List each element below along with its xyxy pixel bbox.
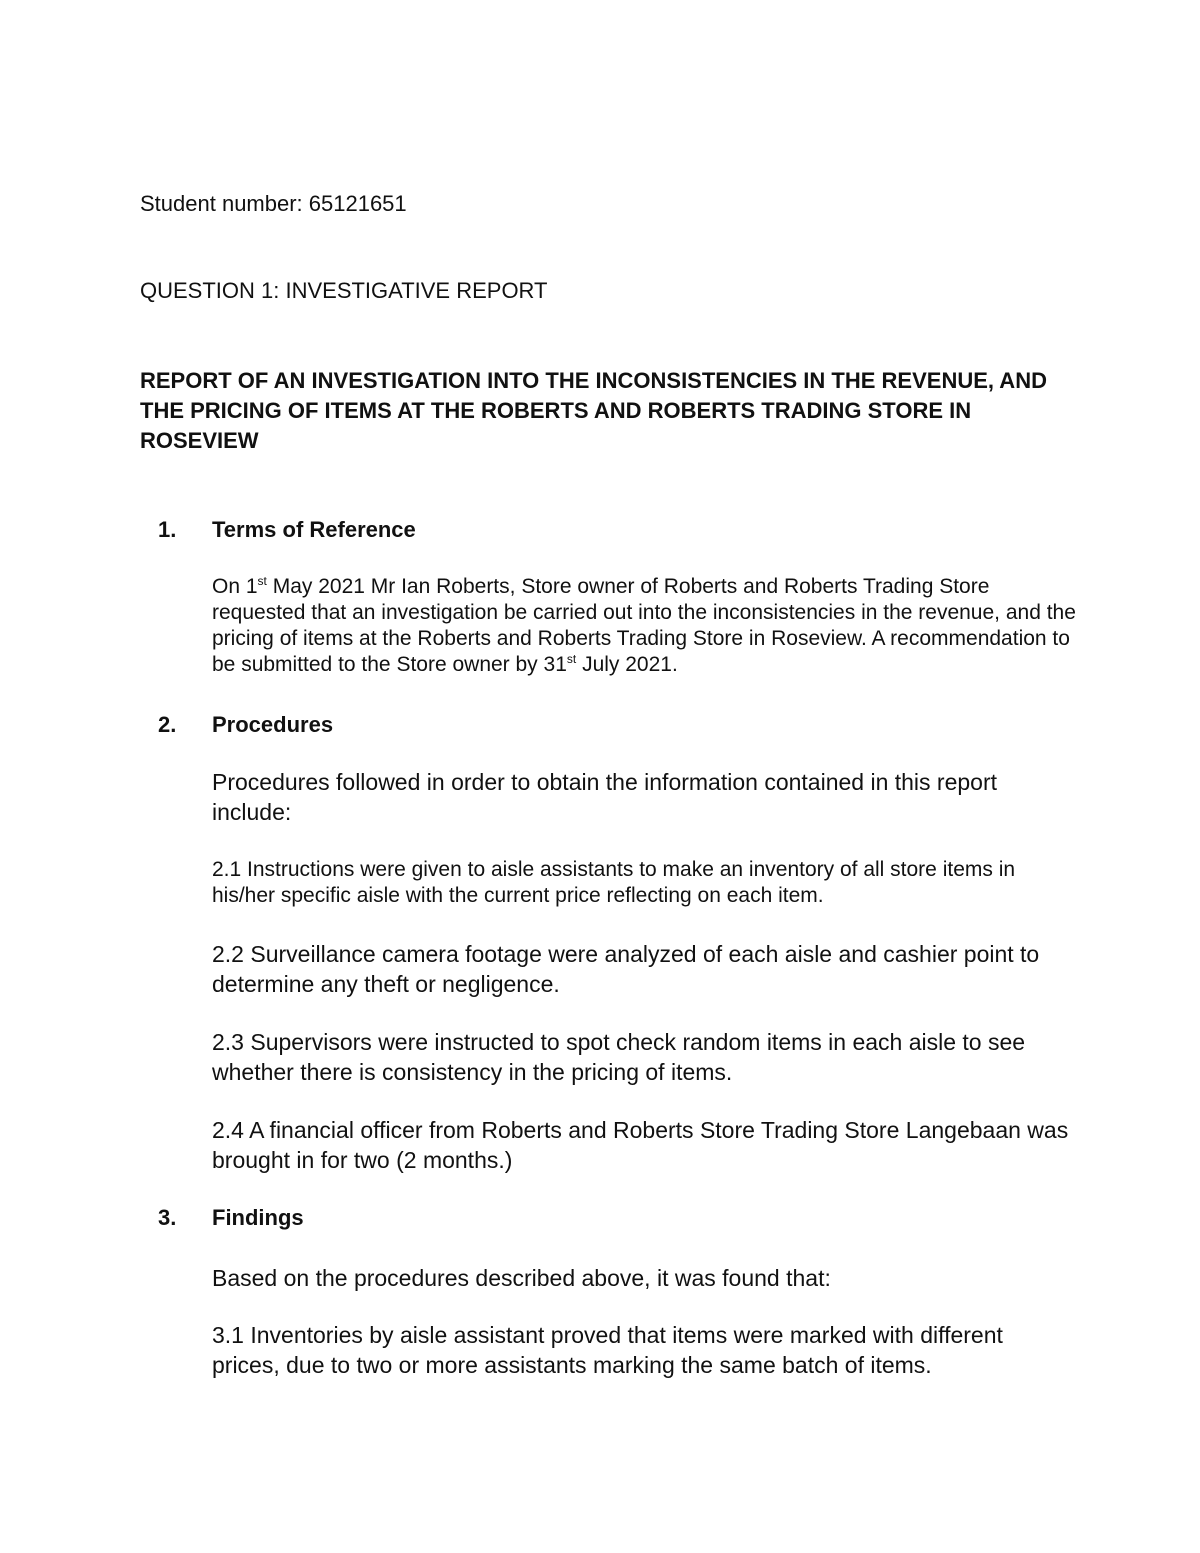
section-3-heading xyxy=(158,1205,304,1231)
procedure-item: 2.2 Surveillance camera footage were analyzed of each aisle and cashier point to determine any theft or negligence. xyxy=(212,941,1040,997)
terms-text-part-1: On 1 xyxy=(212,575,258,598)
procedures-intro: Procedures followed in order to obtain the information contained in this report include: xyxy=(212,769,998,825)
terms-of-reference-paragraph xyxy=(212,574,1082,678)
section-2-number: 2. xyxy=(158,712,177,737)
procedure-item: 2.3 Supervisors were instructed to spot check random items in each aisle to see whether there is consistency in the pricing of items. xyxy=(212,1029,1026,1085)
section-1-heading xyxy=(158,517,416,543)
report-title: REPORT OF AN INVESTIGATION INTO THE INCONSISTENCIES IN THE REVENUE, AND THE PRICING OF ITEMS AT THE ROBERTS AND ROBERTS TRADING STORE IN ROSEVIEW xyxy=(140,368,1047,453)
terms-text-part-2: May 2021 Mr Ian Roberts, Store owner of Roberts and Roberts Trading Store requested that an investigation be carried out into the inconsistencies in the revenue, and the pricing of items at the Roberts and Roberts Trading Store in Roseview. A recommendation to be submitted to the Store owner by 31 xyxy=(212,575,1076,676)
student-number: Student number: 65121651 xyxy=(140,191,407,216)
terms-sup-1: st xyxy=(257,574,267,588)
section-1-number: 1. xyxy=(158,517,177,542)
terms-sup-2: st xyxy=(566,652,577,666)
terms-text-part-3: July 2021. xyxy=(576,653,678,676)
section-2-heading xyxy=(158,712,333,738)
procedure-item: 2.1 Instructions were given to aisle assistants to make an inventory of all store items in his/her specific aisle with the current price reflecting on each item. xyxy=(212,858,1016,907)
section-3-number: 3. xyxy=(158,1205,177,1230)
section-1-title: Terms of Reference xyxy=(212,517,416,542)
section-3-title: Findings xyxy=(212,1205,304,1230)
question-title: QUESTION 1: INVESTIGATIVE REPORT xyxy=(140,278,548,303)
procedure-item: 2.4 A financial officer from Roberts and Roberts Store Trading Store Langebaan was brought in for two (2 months.) xyxy=(212,1117,1069,1173)
section-2-title: Procedures xyxy=(212,712,334,737)
finding-item: 3.1 Inventories by aisle assistant proved that items were marked with different prices, due to two or more assistants marking the same batch of items. xyxy=(212,1322,1003,1378)
findings-intro: Based on the procedures described above, it was found that: xyxy=(212,1265,831,1291)
